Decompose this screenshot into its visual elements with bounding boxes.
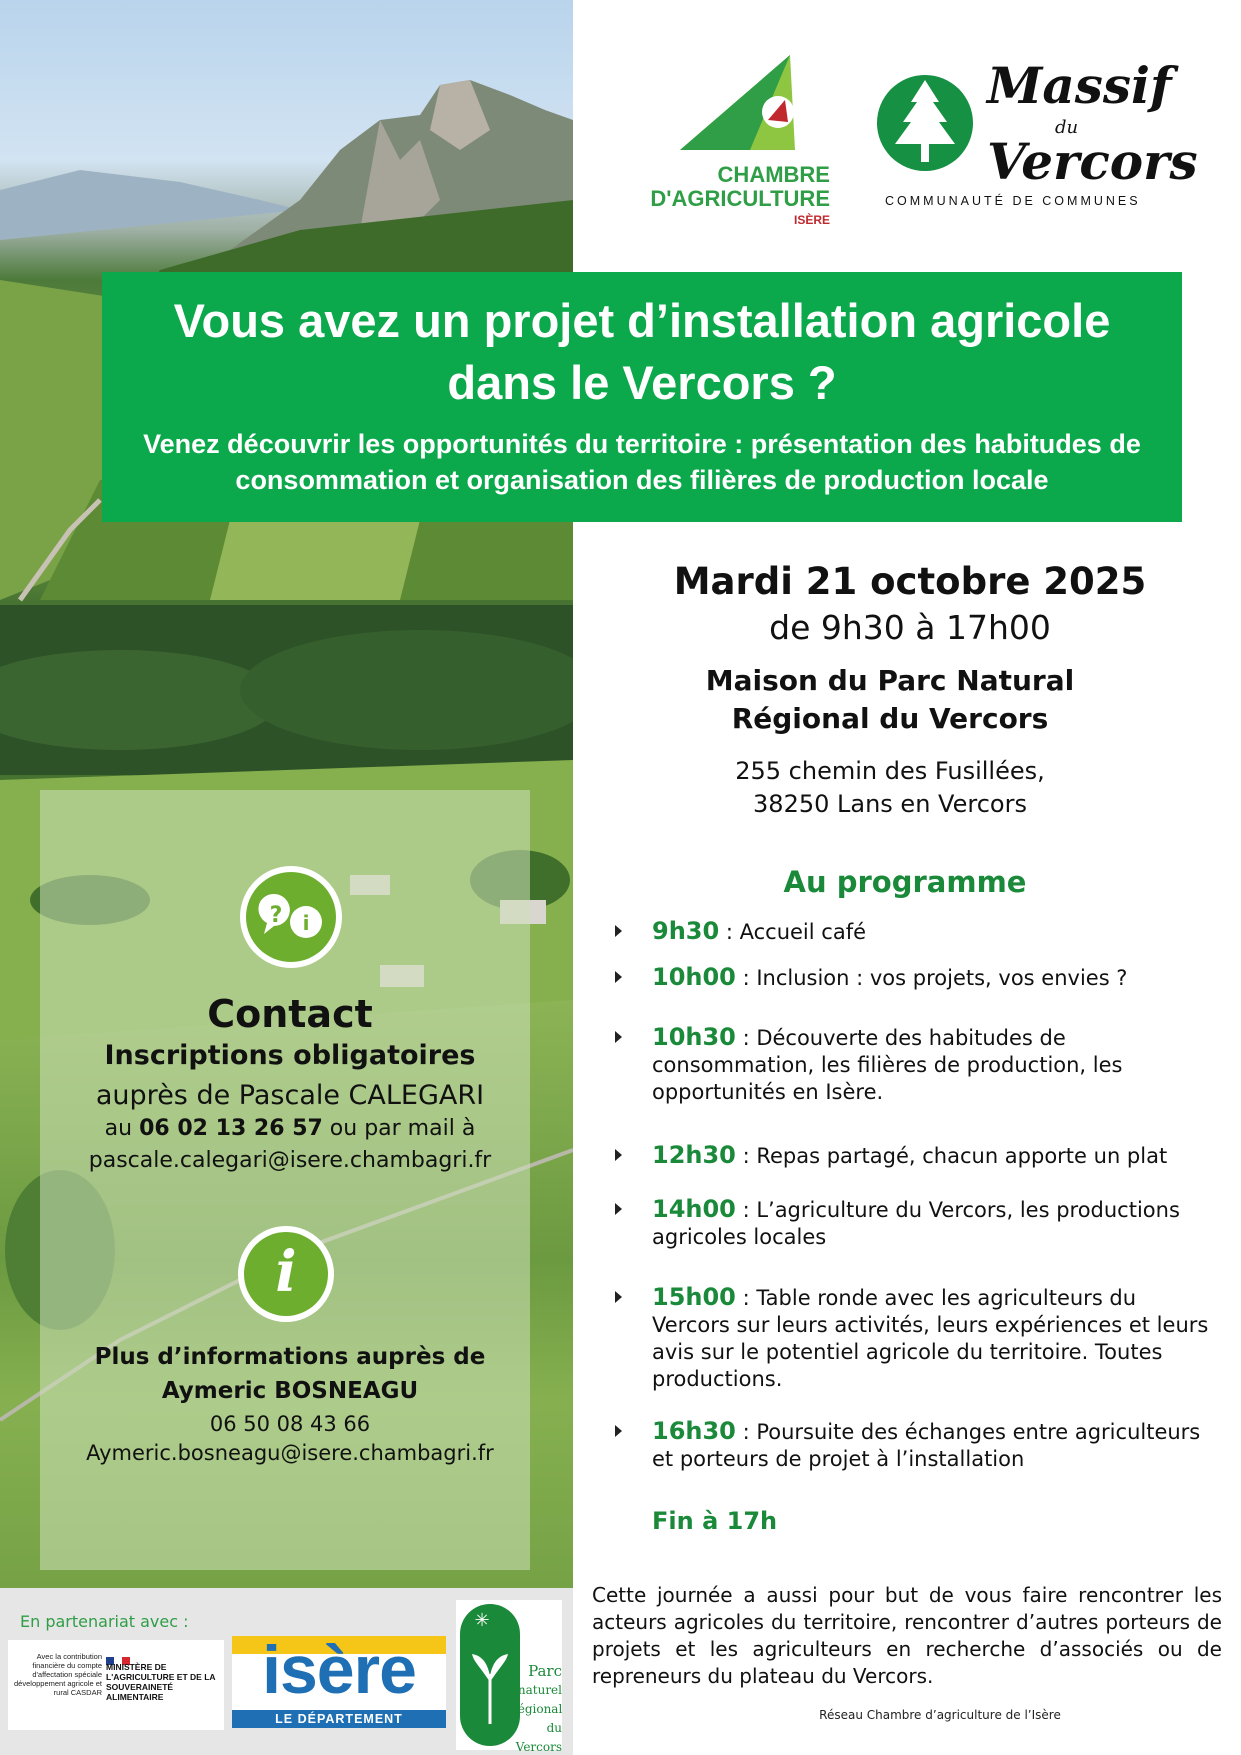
event-place [600, 662, 1180, 738]
program-text: : Repas partagé, chacun apporte un plat [735, 1144, 1168, 1168]
event-address [600, 755, 1180, 821]
parc-line1: Parc [528, 1662, 562, 1680]
program-text: : Accueil café [719, 920, 867, 944]
triangle-bullet-icon [615, 1031, 622, 1043]
parc-text [512, 1662, 562, 1755]
event-address-line2: 38250 Lans en Vercors [753, 790, 1027, 818]
event-place-line1: Maison du Parc Natural [705, 664, 1075, 697]
page-subtitle: Venez découvrir les opportunités du territoire : présentation des habitudes de consommation et organisation des filières de production locale [143, 429, 1141, 495]
triangle-bullet-icon [615, 971, 622, 983]
program-title: Au programme [783, 865, 1027, 899]
triangle-bullet-icon [615, 1149, 622, 1161]
info-title-line2: Aymeric BOSNEAGU [161, 1378, 419, 1404]
chambre-line2: D'AGRICULTURE [650, 186, 830, 211]
info-glyph: i [275, 1239, 297, 1305]
program-text: : Découverte des habitudes de consommation, les filières de production, les opportunités en Isère. [652, 1026, 1123, 1104]
program-text: : Inclusion : vos projets, vos envies ? [735, 966, 1128, 990]
svg-text:✳: ✳ [474, 1610, 490, 1631]
svg-text:?: ? [269, 903, 283, 928]
massif-title2: Vercors [987, 132, 1198, 191]
massif-title: Massif [987, 56, 1172, 115]
info-email[interactable]: Aymeric.bosneagu@isere.chambagri.fr [86, 1441, 494, 1465]
event-date: Mardi 21 octobre 2025 [673, 560, 1147, 603]
event-address-line1: 255 chemin des Fusillées, [735, 757, 1045, 785]
program-time: 10h30 [652, 1023, 736, 1051]
ministry-contribution-text: Avec la contribution financière du compte d'affectation spéciale développement agricole et rural CASDAR [14, 1652, 102, 1697]
contact-phone[interactable]: 06 02 13 26 57 [139, 1116, 323, 1141]
program-time: 10h00 [652, 963, 736, 991]
triangle-bullet-icon [615, 1203, 622, 1215]
page-title: Vous avez un projet d’installation agricole dans le Vercors ? [173, 294, 1111, 409]
triangle-bullet-icon [615, 1291, 622, 1303]
ministry-logo [8, 1640, 224, 1730]
contact-email[interactable]: pascale.calegari@isere.chambagri.fr [88, 1148, 492, 1173]
parc-line4: du Vercors [515, 1721, 562, 1754]
french-flag-icon [106, 1650, 132, 1658]
chambre-line1: CHAMBRE [717, 162, 830, 187]
isere-subtitle: LE DÉPARTEMENT [232, 1710, 446, 1728]
event-hours: de 9h30 à 17h00 [769, 608, 1051, 647]
closing-paragraph: Cette journée a aussi pour but de vous faire rencontrer les acteurs agricoles du territoire, rencontrer d’autres porteurs de projets et les agriculteurs en recherche d’associés ou de repreneurs du plateau du Vercors. [592, 1583, 1222, 1688]
svg-text:i: i [302, 911, 310, 935]
info-icon [238, 1226, 334, 1322]
partners-label: En partenariat avec : [20, 1612, 189, 1631]
contact-phone-line [40, 1116, 540, 1141]
massif-subtitle: COMMUNAUTÉ DE COMMUNES [885, 194, 1141, 208]
program-text: : Poursuite des échanges entre agriculteurs et porteurs de projet à l’installation [652, 1420, 1201, 1471]
program-time: 12h30 [652, 1141, 736, 1169]
parc-vercors-logo [456, 1600, 563, 1754]
isere-logo [232, 1632, 446, 1728]
headline-banner [102, 272, 1182, 522]
contact-title: Contact [207, 992, 373, 1036]
massif-vercors-logo [875, 56, 1198, 220]
info-title-line1: Plus d’informations auprès de [94, 1344, 486, 1370]
contact-subtitle: Inscriptions obligatoires [104, 1040, 476, 1071]
massif-du: du [1055, 117, 1079, 138]
chambre-agriculture-logo [640, 50, 830, 230]
program-time: 9h30 [652, 917, 720, 945]
speech-bubbles-icon [246, 872, 336, 962]
isere-wordmark: isère [262, 1632, 416, 1708]
flower-icon [460, 1604, 520, 1746]
contact-phone-suffix: ou par mail à [322, 1116, 476, 1141]
question-info-icon [240, 866, 342, 968]
program-time: 14h00 [652, 1195, 736, 1223]
contact-phone-prefix: au [104, 1116, 140, 1141]
chambre-agriculture-emblem-icon [640, 50, 830, 160]
ministry-name: MINISTÈRE DE L'AGRICULTURE ET DE LA SOUVERAINETÉ ALIMENTAIRE [106, 1662, 216, 1702]
program-time: 15h00 [652, 1283, 736, 1311]
triangle-bullet-icon [615, 925, 622, 937]
info-phone[interactable]: 06 50 08 43 66 [209, 1412, 371, 1436]
tree-icon [875, 68, 975, 188]
contact-person: auprès de Pascale CALEGARI [95, 1080, 485, 1111]
program-end: Fin à 17h [652, 1507, 778, 1535]
program-time: 16h30 [652, 1417, 736, 1445]
event-place-line2: Régional du Vercors [731, 702, 1049, 735]
triangle-bullet-icon [615, 1425, 622, 1437]
chambre-line3: ISÈRE [793, 213, 830, 227]
parc-emblem [460, 1604, 520, 1746]
parc-line2: naturel [517, 1683, 562, 1697]
footer-credit: Réseau Chambre d’agriculture de l’Isère [819, 1708, 1061, 1722]
program-text: : L’agriculture du Vercors, les productions agricoles locales [652, 1198, 1180, 1249]
program-text: : Table ronde avec les agriculteurs du Vercors sur leurs activités, leurs expériences et leurs avis sur le potentiel agricole du territoire. Toutes productions. [652, 1286, 1209, 1391]
parc-line3: régional [512, 1702, 563, 1716]
